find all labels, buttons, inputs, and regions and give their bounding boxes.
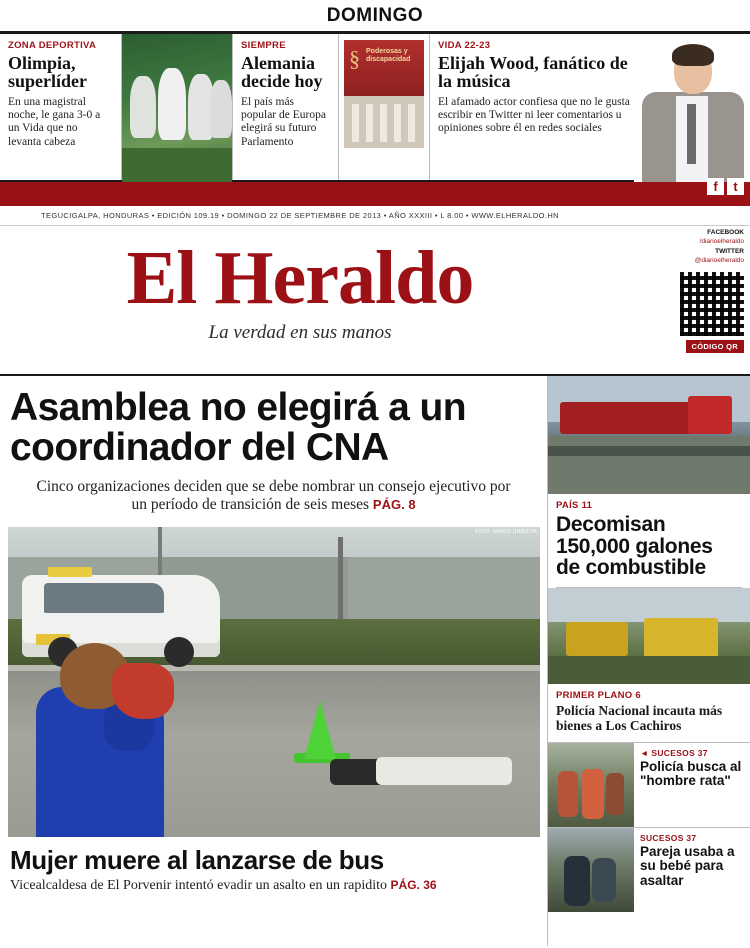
teaser-sports-photo	[122, 34, 232, 180]
newspaper-slogan: La verdad en sus manos	[208, 322, 392, 344]
social-icons	[707, 178, 744, 195]
celebrity-portrait-photo	[634, 34, 750, 182]
teaser-germany-kicker: SIEMPRE	[241, 40, 286, 51]
lead-page-ref[interactable]: PÁG. 8	[372, 497, 416, 513]
sidebar-item-pareja-kicker: SUCESOS 37	[640, 832, 697, 843]
masthead	[0, 226, 750, 376]
teaser-vida-kicker: VIDA 22-23	[438, 40, 491, 51]
police-search-thumbnail	[548, 743, 634, 827]
sidebar-item-rata-headline: Policía busca al "hombre rata"	[640, 758, 742, 789]
traffic-cone-graphic	[304, 701, 336, 759]
qr-code-label: CÓDIGO QR	[686, 340, 744, 353]
red-divider-bar	[0, 179, 750, 206]
teaser-sports[interactable]	[0, 34, 122, 180]
teaser-sports-headline: Olimpia, superlíder	[8, 53, 87, 92]
sidebar-story1-kicker[interactable]: PAÍS 11	[556, 500, 593, 511]
sidebar-story1-headline: Decomisan 150,000 galones de combustible	[556, 513, 713, 580]
sidebar-item-rata[interactable]	[548, 742, 750, 827]
social-handles	[695, 228, 744, 266]
facebook-handle[interactable]: /diarioelheraldo	[699, 238, 744, 246]
qr-code-image[interactable]	[680, 272, 744, 336]
sidebar-story2-kicker[interactable]: PRIMER PLANO 6	[556, 689, 641, 701]
main-column	[0, 376, 548, 946]
masthead-logo	[0, 226, 750, 344]
secondary-lead-text: Vicealcaldesa de El Porvenir intentó evadir un asalto en un rapidito	[10, 878, 388, 894]
facebook-label: FACEBOOK	[707, 229, 744, 236]
twitter-label: TWITTER	[715, 247, 744, 255]
magazine-cover-image	[344, 40, 424, 148]
twitter-handle[interactable]: @diarioelheraldo	[694, 257, 744, 265]
couple-arrest-thumbnail	[548, 828, 634, 912]
lead-headline: Asamblea no elegirá a un coordinador del CNA	[10, 386, 466, 469]
front-page-body	[0, 376, 750, 946]
lead-photo	[8, 527, 540, 837]
teaser-vida-text: El afamado actor confiesa que no le gusta escribir en Twitter ni leer comentarios u opiniones sobre él en redes sociales	[438, 95, 630, 135]
sidebar-story2-headline: Policía Nacional incauta más bienes a Los Cachiros	[556, 702, 723, 734]
teaser-germany-text: El país más popular de Europa elegirá su futuro Parlamento	[241, 95, 326, 148]
magazine-building-graphic	[344, 96, 424, 148]
taxi-car-graphic	[22, 575, 220, 657]
teaser-germany[interactable]	[232, 34, 339, 180]
teaser-sports-kicker: ZONA DEPORTIVA	[8, 40, 97, 51]
sidebar-item-pareja-headline: Pareja usaba a su bebé para asaltar	[640, 843, 735, 889]
sidebar-item-pareja[interactable]	[548, 827, 750, 912]
magazine-ornament-icon: §	[349, 46, 360, 71]
lead-subhead: Cinco organizaciones deciden que se debe nombrar un consejo ejecutivo por un período de transición de seis meses	[36, 477, 511, 514]
secondary-lead-headline: Mujer muere al lanzarse de bus	[10, 844, 384, 875]
photo-credit: FOTO: MARIO URRUTIA	[474, 528, 537, 535]
dateline: TEGUCIGALPA, HONDURAS • EDICIÓN 109.19 • DOMINGO 22 DE SEPTIEMBRE DE 2013 • AÑO XXXIII • L 8.00 • WWW.ELHERALDO.HN	[0, 206, 750, 226]
cachiros-assets-photo	[548, 588, 750, 684]
teaser-sports-text: En una magistral noche, le gana 3-0 a un Vida que no levanta cabeza	[8, 95, 101, 148]
teaser-vida-headline: Elijah Wood, fanático de la música	[438, 53, 628, 92]
teaser-germany-headline: Alemania decide hoy	[241, 53, 323, 92]
teaser-magazine-cover[interactable]	[339, 34, 429, 180]
secondary-lead-page-ref[interactable]: PÁG. 36	[390, 878, 437, 893]
fuel-seizure-photo	[548, 376, 750, 494]
lead-headline-block[interactable]	[0, 376, 547, 468]
day-label: DOMINGO	[326, 4, 424, 26]
teaser-row	[0, 34, 750, 182]
secondary-lead-block[interactable]	[0, 837, 547, 895]
lead-subhead-block	[0, 468, 547, 515]
twitter-icon[interactable]: t	[727, 178, 744, 195]
soccer-players-photo	[122, 34, 232, 182]
sidebar-item-rata-kicker: ◄ SUCESOS 37	[640, 747, 708, 758]
sidebar-column	[548, 376, 750, 946]
newspaper-name: El Heraldo	[126, 236, 474, 320]
magazine-cover-title: Poderosas y discapacidad	[366, 48, 411, 64]
facebook-icon[interactable]: f	[707, 178, 724, 195]
top-day-bar	[0, 0, 750, 34]
